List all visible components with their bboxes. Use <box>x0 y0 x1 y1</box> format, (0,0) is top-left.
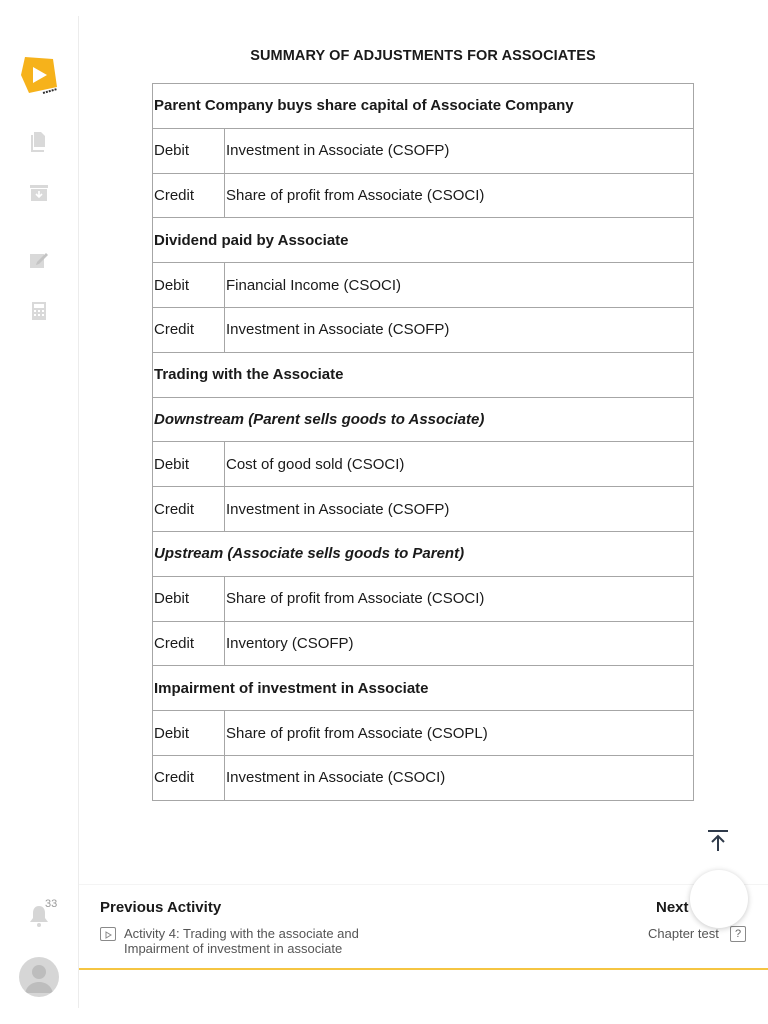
calculator-icon[interactable] <box>27 299 51 323</box>
avatar[interactable] <box>19 957 59 997</box>
table-row <box>153 173 694 218</box>
subsection-heading: Downstream (Parent sells goods to Associate) <box>153 397 694 442</box>
account-cell: Investment in Associate (CSOFP) <box>225 128 694 173</box>
table-row <box>153 755 694 800</box>
subsection-heading: Upstream (Associate sells goods to Parent) <box>153 531 694 576</box>
table-row <box>153 128 694 173</box>
table-row <box>153 666 694 711</box>
table-row <box>153 711 694 756</box>
entry-type-cell: Debit <box>153 576 225 621</box>
table-row <box>153 352 694 397</box>
question-icon: ? <box>730 926 746 942</box>
play-logo[interactable] <box>19 53 59 97</box>
account-cell: Financial Income (CSOCI) <box>225 263 694 308</box>
section-heading: Dividend paid by Associate <box>153 218 694 263</box>
table-row <box>153 531 694 576</box>
entry-type-cell: Credit <box>153 755 225 800</box>
files-icon[interactable] <box>27 129 51 153</box>
account-cell: Inventory (CSOFP) <box>225 621 694 666</box>
table-row <box>153 307 694 352</box>
account-cell: Share of profit from Associate (CSOPL) <box>225 711 694 756</box>
table-row <box>153 218 694 263</box>
entry-type-cell: Credit <box>153 621 225 666</box>
archive-icon[interactable] <box>27 181 51 205</box>
page-title: SUMMARY OF ADJUSTMENTS FOR ASSOCIATES <box>250 48 596 64</box>
table-row <box>153 442 694 487</box>
table-row <box>153 397 694 442</box>
account-cell: Share of profit from Associate (CSOCI) <box>225 173 694 218</box>
sidebar <box>0 16 79 1008</box>
entry-type-cell: Debit <box>153 263 225 308</box>
account-cell: Investment in Associate (CSOFP) <box>225 307 694 352</box>
table-row <box>153 263 694 308</box>
section-heading: Parent Company buys share capital of Associate Company <box>153 84 694 129</box>
entry-type-cell: Debit <box>153 442 225 487</box>
accent-divider <box>79 968 768 970</box>
entry-type-cell: Credit <box>153 307 225 352</box>
account-cell: Cost of good sold (CSOCI) <box>225 442 694 487</box>
entry-type-cell: Credit <box>153 487 225 532</box>
notification-count: 33 <box>45 898 58 910</box>
previous-activity-title[interactable]: Previous Activity <box>100 899 222 916</box>
table-row <box>153 84 694 129</box>
table-row <box>153 621 694 666</box>
floating-action-button[interactable] <box>690 870 748 928</box>
entry-type-cell: Debit <box>153 711 225 756</box>
edit-icon[interactable] <box>27 248 51 272</box>
account-cell: Investment in Associate (CSOFP) <box>225 487 694 532</box>
table-row <box>153 576 694 621</box>
next-activity-link[interactable]: Chapter test <box>648 926 719 941</box>
section-heading: Trading with the Associate <box>153 352 694 397</box>
entry-type-cell: Credit <box>153 173 225 218</box>
previous-activity-link[interactable]: Activity 4: Trading with the associate and Impairment of investment in associate <box>124 926 359 956</box>
entry-type-cell: Debit <box>153 128 225 173</box>
adjustments-table <box>152 83 694 801</box>
arrow-up-icon[interactable] <box>707 829 729 853</box>
next-activity-title[interactable]: Next <box>656 899 689 916</box>
account-cell: Investment in Associate (CSOCI) <box>225 755 694 800</box>
play-icon <box>100 927 116 941</box>
account-cell: Share of profit from Associate (CSOCI) <box>225 576 694 621</box>
table-row <box>153 487 694 532</box>
section-heading: Impairment of investment in Associate <box>153 666 694 711</box>
